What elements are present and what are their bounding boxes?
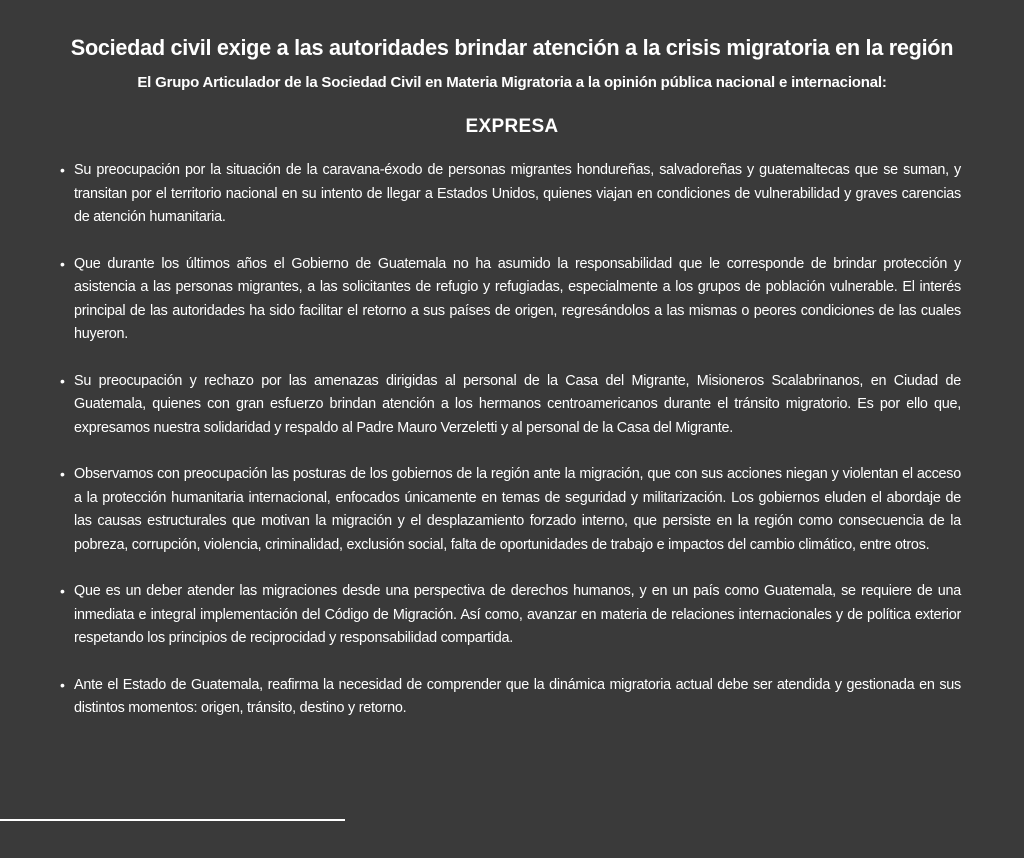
document-title: Sociedad civil exige a las autoridades brindar atención a la crisis migratoria en la región [70,35,954,60]
bullet-icon: • [60,583,65,599]
bullet-icon: • [60,162,65,178]
list-item [60,674,961,721]
list-item-text: Observamos con preocupación las posturas de los gobiernos de la región ante la migración, que con sus acciones niegan y violentan el acceso a la protección humanitaria internacional, enfocados únicamente en temas de seguridad y militarización. Los gobiernos eluden el abordaje de las causas estructurales que motivan la migración y el desplazamiento forzado interno, que persiste en la región como consecuencia de la pobreza, corrupción, violencia, criminalidad, exclusión social, falta de oportunidades de trabajo e impactos del cambio climático, entre otros. [74,466,961,553]
list-item-text: Ante el Estado de Guatemala, reafirma la necesidad de comprender que la dinámica migratoria actual debe ser atendida y gestionada en sus distintos momentos: origen, tránsito, destino y retorno. [74,676,961,716]
list-item-text: Su preocupación por la situación de la caravana-éxodo de personas migrantes hondureñas, salvadoreñas y guatemaltecas que se suman, y transitan por el territorio nacional en su intento de llegar a Estados Unidos, quienes viajan en condiciones de vulnerabilidad y graves carencias de atención humanitaria. [74,162,961,225]
list-item-text: Que durante los últimos años el Gobierno de Guatemala no ha asumido la responsabilidad que le corresponde de brindar protección y asistencia a las personas migrantes, a las solicitantes de refugio y refugiadas, especialmente a los grupos de población vulnerable. El interés principal de las autoridades ha sido facilitar el retorno a sus países de origen, regresándolos a las mismas o peores condiciones de las cuales huyeron. [74,255,961,342]
list-item [60,253,961,347]
list-item-text: Que es un deber atender las migraciones desde una perspectiva de derechos humanos, y en un país como Guatemala, se requiere de una inmediata e integral implementación del Código de Migración. Así como, avanzar en materia de relaciones internacionales y de política exterior respetando los principios de reciprocidad y responsabilidad compartida. [74,583,961,646]
bullet-icon: • [60,676,65,693]
list-item [60,159,961,230]
section-heading: EXPRESA [465,116,559,137]
bullet-icon: • [60,466,65,482]
document-subtitle: El Grupo Articulador de la Sociedad Civil en Materia Migratoria a la opinión pública nacional e internacional: [137,74,887,91]
list-item [60,463,961,557]
footer-divider [0,819,345,821]
list-item-text: Su preocupación y rechazo por las amenazas dirigidas al personal de la Casa del Migrante, Misioneros Scalabrinanos, en Ciudad de Guatemala, quienes con gran esfuerzo brindan atención a los hermanos centroamericanos durante el tránsito migratorio. Es por ello que, expresamos nuestra solidaridad y respaldo al Padre Mauro Verzeletti y al personal de la Casa del Migrante. [74,372,961,436]
list-item [60,580,961,651]
bullet-icon: • [60,372,65,389]
statement-list [60,159,961,744]
list-item [60,370,961,441]
bullet-icon: • [60,255,65,272]
